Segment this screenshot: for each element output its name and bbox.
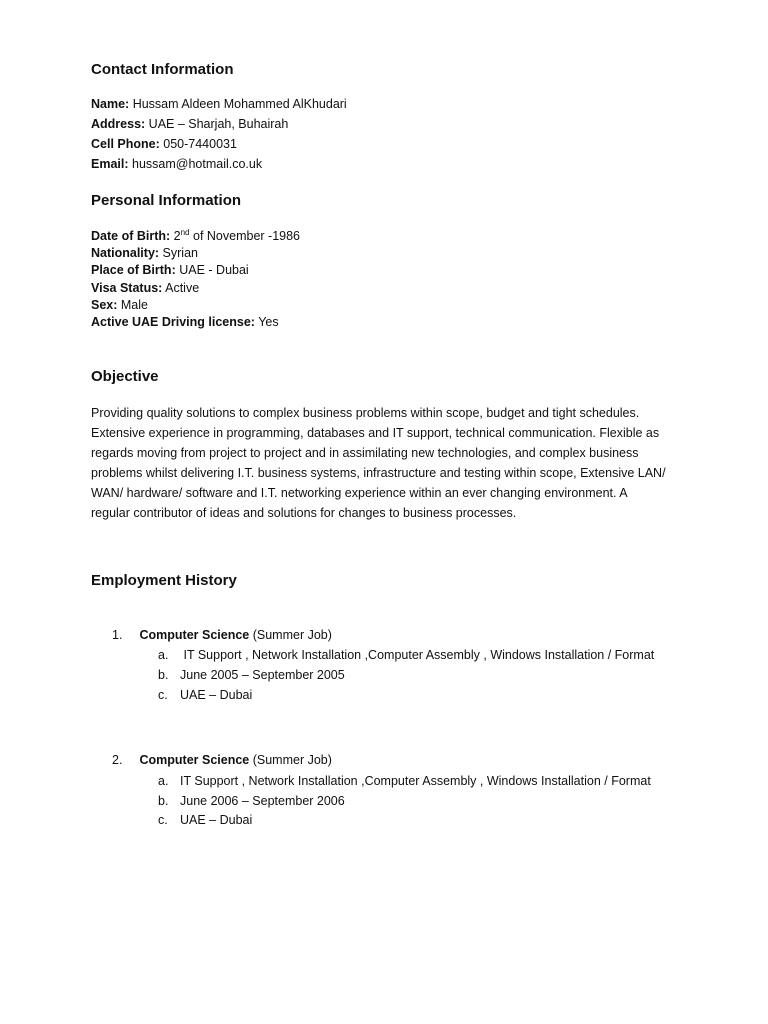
pob-value: UAE - Dubai — [179, 263, 249, 277]
cell-label: Cell Phone: — [91, 137, 160, 151]
cell-value: 050-7440031 — [163, 137, 237, 151]
item-text: IT Support , Network Installation ,Computer Assembly , Windows Installation / Format — [180, 774, 651, 788]
objective-line: Providing quality solutions to complex business problems within scope, budget and tight schedules. — [91, 406, 640, 420]
personal-heading: Personal Information — [91, 192, 242, 209]
sex-label: Sex: — [91, 298, 118, 312]
dob-rest: of November -1986 — [193, 229, 301, 244]
contact-cell — [91, 137, 237, 151]
address-value: UAE – Sharjah, Buhairah — [148, 117, 289, 131]
job-2-type: (Summer Job) — [252, 753, 332, 767]
job-2-item-a — [158, 774, 651, 788]
item-marker: a. — [158, 774, 169, 788]
item-text: UAE – Dubai — [180, 688, 253, 702]
personal-sex — [91, 298, 148, 312]
dob-label: Date of Birth: — [91, 229, 171, 244]
objective-line: regular contributor of ideas and solutions for changes to business processes. — [91, 506, 517, 520]
contact-name — [91, 97, 347, 111]
item-marker: c. — [158, 813, 168, 827]
email-label: Email: — [91, 157, 129, 171]
contact-email — [91, 157, 262, 171]
job-1-number: 1. — [112, 628, 123, 642]
name-value: Hussam Aldeen Mohammed AlKhudari — [132, 97, 347, 111]
contact-heading: Contact Information — [91, 61, 234, 78]
dob-suffix: nd — [180, 228, 190, 237]
personal-license — [91, 315, 279, 329]
objective-line: WAN/ hardware/ software and I.T. networking experience within an ever changing environment. A — [91, 486, 628, 500]
job-1-item-a — [158, 648, 654, 662]
personal-visa — [91, 281, 199, 295]
job-2-title: Computer Science — [139, 753, 250, 767]
nationality-label: Nationality: — [91, 246, 160, 260]
job-1 — [112, 628, 332, 642]
employment-heading: Employment History — [91, 572, 237, 589]
item-text: UAE – Dubai — [180, 813, 253, 827]
job-1-title: Computer Science — [139, 628, 250, 642]
personal-dob — [91, 228, 300, 243]
license-label: Active UAE Driving license: — [91, 315, 255, 329]
job-2 — [112, 753, 332, 767]
objective-line: Extensive experience in programming, databases and IT support, technical communication. Flexible as — [91, 426, 660, 440]
visa-label: Visa Status: — [91, 281, 163, 295]
item-marker: c. — [158, 688, 168, 702]
job-2-item-c — [158, 813, 252, 827]
job-2-item-b — [158, 794, 345, 808]
license-value: Yes — [258, 315, 279, 329]
contact-address — [91, 117, 288, 131]
job-2-number: 2. — [112, 753, 123, 767]
job-1-item-c — [158, 688, 252, 702]
item-marker: a. — [158, 648, 169, 662]
objective-heading: Objective — [91, 368, 159, 385]
visa-value: Active — [165, 281, 200, 295]
item-marker: b. — [158, 668, 169, 682]
item-text: June 2005 – September 2005 — [180, 668, 345, 682]
objective-line: problems whilst delivering I.T. business systems, infrastructure and testing within scope, Extensive LAN/ — [91, 466, 666, 480]
sex-value: Male — [120, 298, 148, 312]
job-1-item-b — [158, 668, 345, 682]
name-label: Name: — [91, 97, 130, 111]
email-value: hussam@hotmail.co.uk — [132, 157, 263, 171]
pob-label: Place of Birth: — [91, 263, 176, 277]
dob-day: 2 — [173, 229, 181, 244]
personal-pob — [91, 263, 249, 277]
personal-nationality — [91, 246, 198, 260]
nationality-value: Syrian — [162, 246, 198, 260]
address-label: Address: — [91, 117, 146, 131]
job-1-type: (Summer Job) — [252, 628, 332, 642]
item-text: IT Support , Network Installation ,Computer Assembly , Windows Installation / Format — [180, 648, 655, 662]
item-text: June 2006 – September 2006 — [180, 794, 345, 808]
item-marker: b. — [158, 794, 169, 808]
objective-line: regards moving from project to project and in assimilating new technologies, and complex business — [91, 446, 639, 460]
objective-paragraph — [91, 403, 676, 523]
